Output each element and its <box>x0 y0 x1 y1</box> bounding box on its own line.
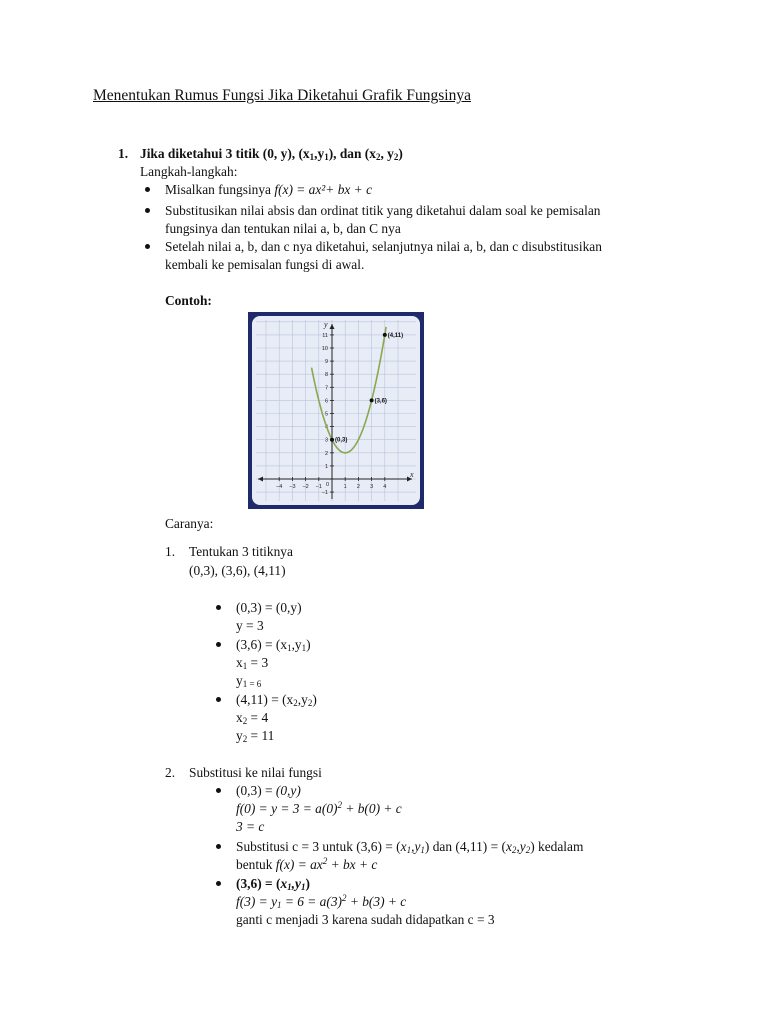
y-tick-label: 9 <box>324 359 328 366</box>
y-tick-label: 5 <box>324 411 328 418</box>
x-tick-label: 3 <box>370 484 374 490</box>
sub-c-line3: ganti c menjadi 3 karena sudah didapatkan c = 3 <box>236 912 495 927</box>
data-point-label: (0,3) <box>335 437 348 444</box>
data-point <box>370 398 374 402</box>
y-tick-label: −1 <box>321 490 328 497</box>
step2-label: Substitusi ke nilai fungsi <box>189 765 322 780</box>
y-tick-label: 3 <box>324 437 328 444</box>
sub-a-line2: $f(0) = y = 3 = a(0)^2 + b(0) + c$ <box>236 800 402 816</box>
point3-x: $x_2 = 4$ <box>236 710 269 726</box>
y-tick-label: 2 <box>324 450 328 457</box>
point2-y: $y_{1 = 6}$ <box>236 673 262 689</box>
chart-panel <box>252 316 420 505</box>
point3-y: $y_2 = 11$ <box>236 728 275 744</box>
bullet-substitute-line1: Substitusikan nilai absis dan ordinat titik yang diketahui dalam soal ke pemisalan <box>165 203 601 218</box>
step2-number: 2. <box>165 765 176 780</box>
bullet-resubstitute-line1: Setelah nilai a, b, dan c nya diketahui, selanjutnya nilai a, b, dan c disubstitusikan <box>165 239 602 254</box>
section-number: 1. <box>118 146 129 161</box>
steps-label: Langkah-langkah: <box>140 164 238 179</box>
bullet-icon <box>216 697 221 702</box>
sub-b-line2: bentuk $f(x) = ax^2$ + bx + c <box>236 856 378 872</box>
bullet-substitute-line2: fungsinya dan tentukan nilai a, b, dan C nya <box>165 221 401 236</box>
x-tick-label: 2 <box>356 484 360 490</box>
sub-c-line2: $f(3) = y_1 = 6 = a(3)^2 + b(3) + c$ <box>236 893 407 910</box>
step1-label: Tentukan 3 titiknya <box>189 544 293 559</box>
sub-a-line1: (0,3) = (0,y) <box>236 783 301 798</box>
point2-mapping: $(3,6) = (x_1,y_1)$ <box>236 637 311 653</box>
data-point <box>383 333 387 337</box>
method-label: Caranya: <box>165 516 214 531</box>
y-tick-label: 11 <box>322 332 328 339</box>
x-tick-label: −4 <box>276 484 283 490</box>
x-tick-label: 4 <box>383 484 387 490</box>
bullet-assume-function: Misalkan fungsinya f(x) = ax²+ bx + c <box>165 182 373 197</box>
example-label: Contoh: <box>165 293 212 308</box>
parabola-chart <box>248 312 424 509</box>
origin-label: 0 <box>325 482 329 488</box>
x-tick-label: −3 <box>289 484 296 490</box>
page-title: Menentukan Rumus Fungsi Jika Diketahui Grafik Fungsinya <box>93 87 471 104</box>
data-point <box>330 438 334 442</box>
point1-mapping: (0,3) = (0,y) <box>236 600 302 615</box>
step1-points: (0,3), (3,6), (4,11) <box>189 563 286 578</box>
bullet-icon <box>216 788 221 793</box>
x-tick-label: −1 <box>315 484 322 490</box>
data-point-label: (4,11) <box>387 332 404 339</box>
bullet-icon <box>216 881 221 886</box>
step1-number: 1. <box>165 544 176 559</box>
sub-c-line1: $(3,6) = (x_1,y_1)$ <box>236 876 310 892</box>
point2-x: $x_1 = 3$ <box>236 655 269 671</box>
bullet-icon <box>145 187 150 192</box>
bullet-icon <box>216 642 221 647</box>
section-heading: Jika diketahui 3 titik (0, y), $(x_1,y_1)$, dan ($x_2$, $y_2$) <box>140 146 403 162</box>
data-point-label: (3,6) <box>374 398 387 405</box>
bullet-resubstitute-line2: kembali ke pemisalan fungsi di awal. <box>165 257 365 272</box>
x-tick-label: −2 <box>302 484 309 490</box>
y-tick-label: 6 <box>324 398 328 405</box>
bullet-icon <box>216 844 221 849</box>
point3-mapping: $(4,11) = (x_2,y_2)$ <box>236 692 317 708</box>
y-tick-label: 1 <box>324 463 328 470</box>
x-tick-label: 1 <box>343 484 347 490</box>
y-axis-label: y <box>324 320 328 329</box>
y-tick-label: 10 <box>321 346 328 352</box>
x-axis-label: x <box>410 470 414 479</box>
bullet-icon <box>145 208 150 213</box>
y-tick-label: 8 <box>324 372 328 379</box>
sub-b-line1: Substitusi c = 3 untuk $(3,6) = (x_1,y_1)$ dan $(4,11) = (x_2,y_2)$ kedalam <box>236 839 584 855</box>
point1-y: y = 3 <box>236 618 264 633</box>
bullet-icon <box>145 244 150 249</box>
y-tick-label: 7 <box>324 385 328 392</box>
y-tick-label: 4 <box>324 424 328 431</box>
sub-a-line3: 3 = c <box>236 819 265 834</box>
bullet-icon <box>216 605 221 610</box>
